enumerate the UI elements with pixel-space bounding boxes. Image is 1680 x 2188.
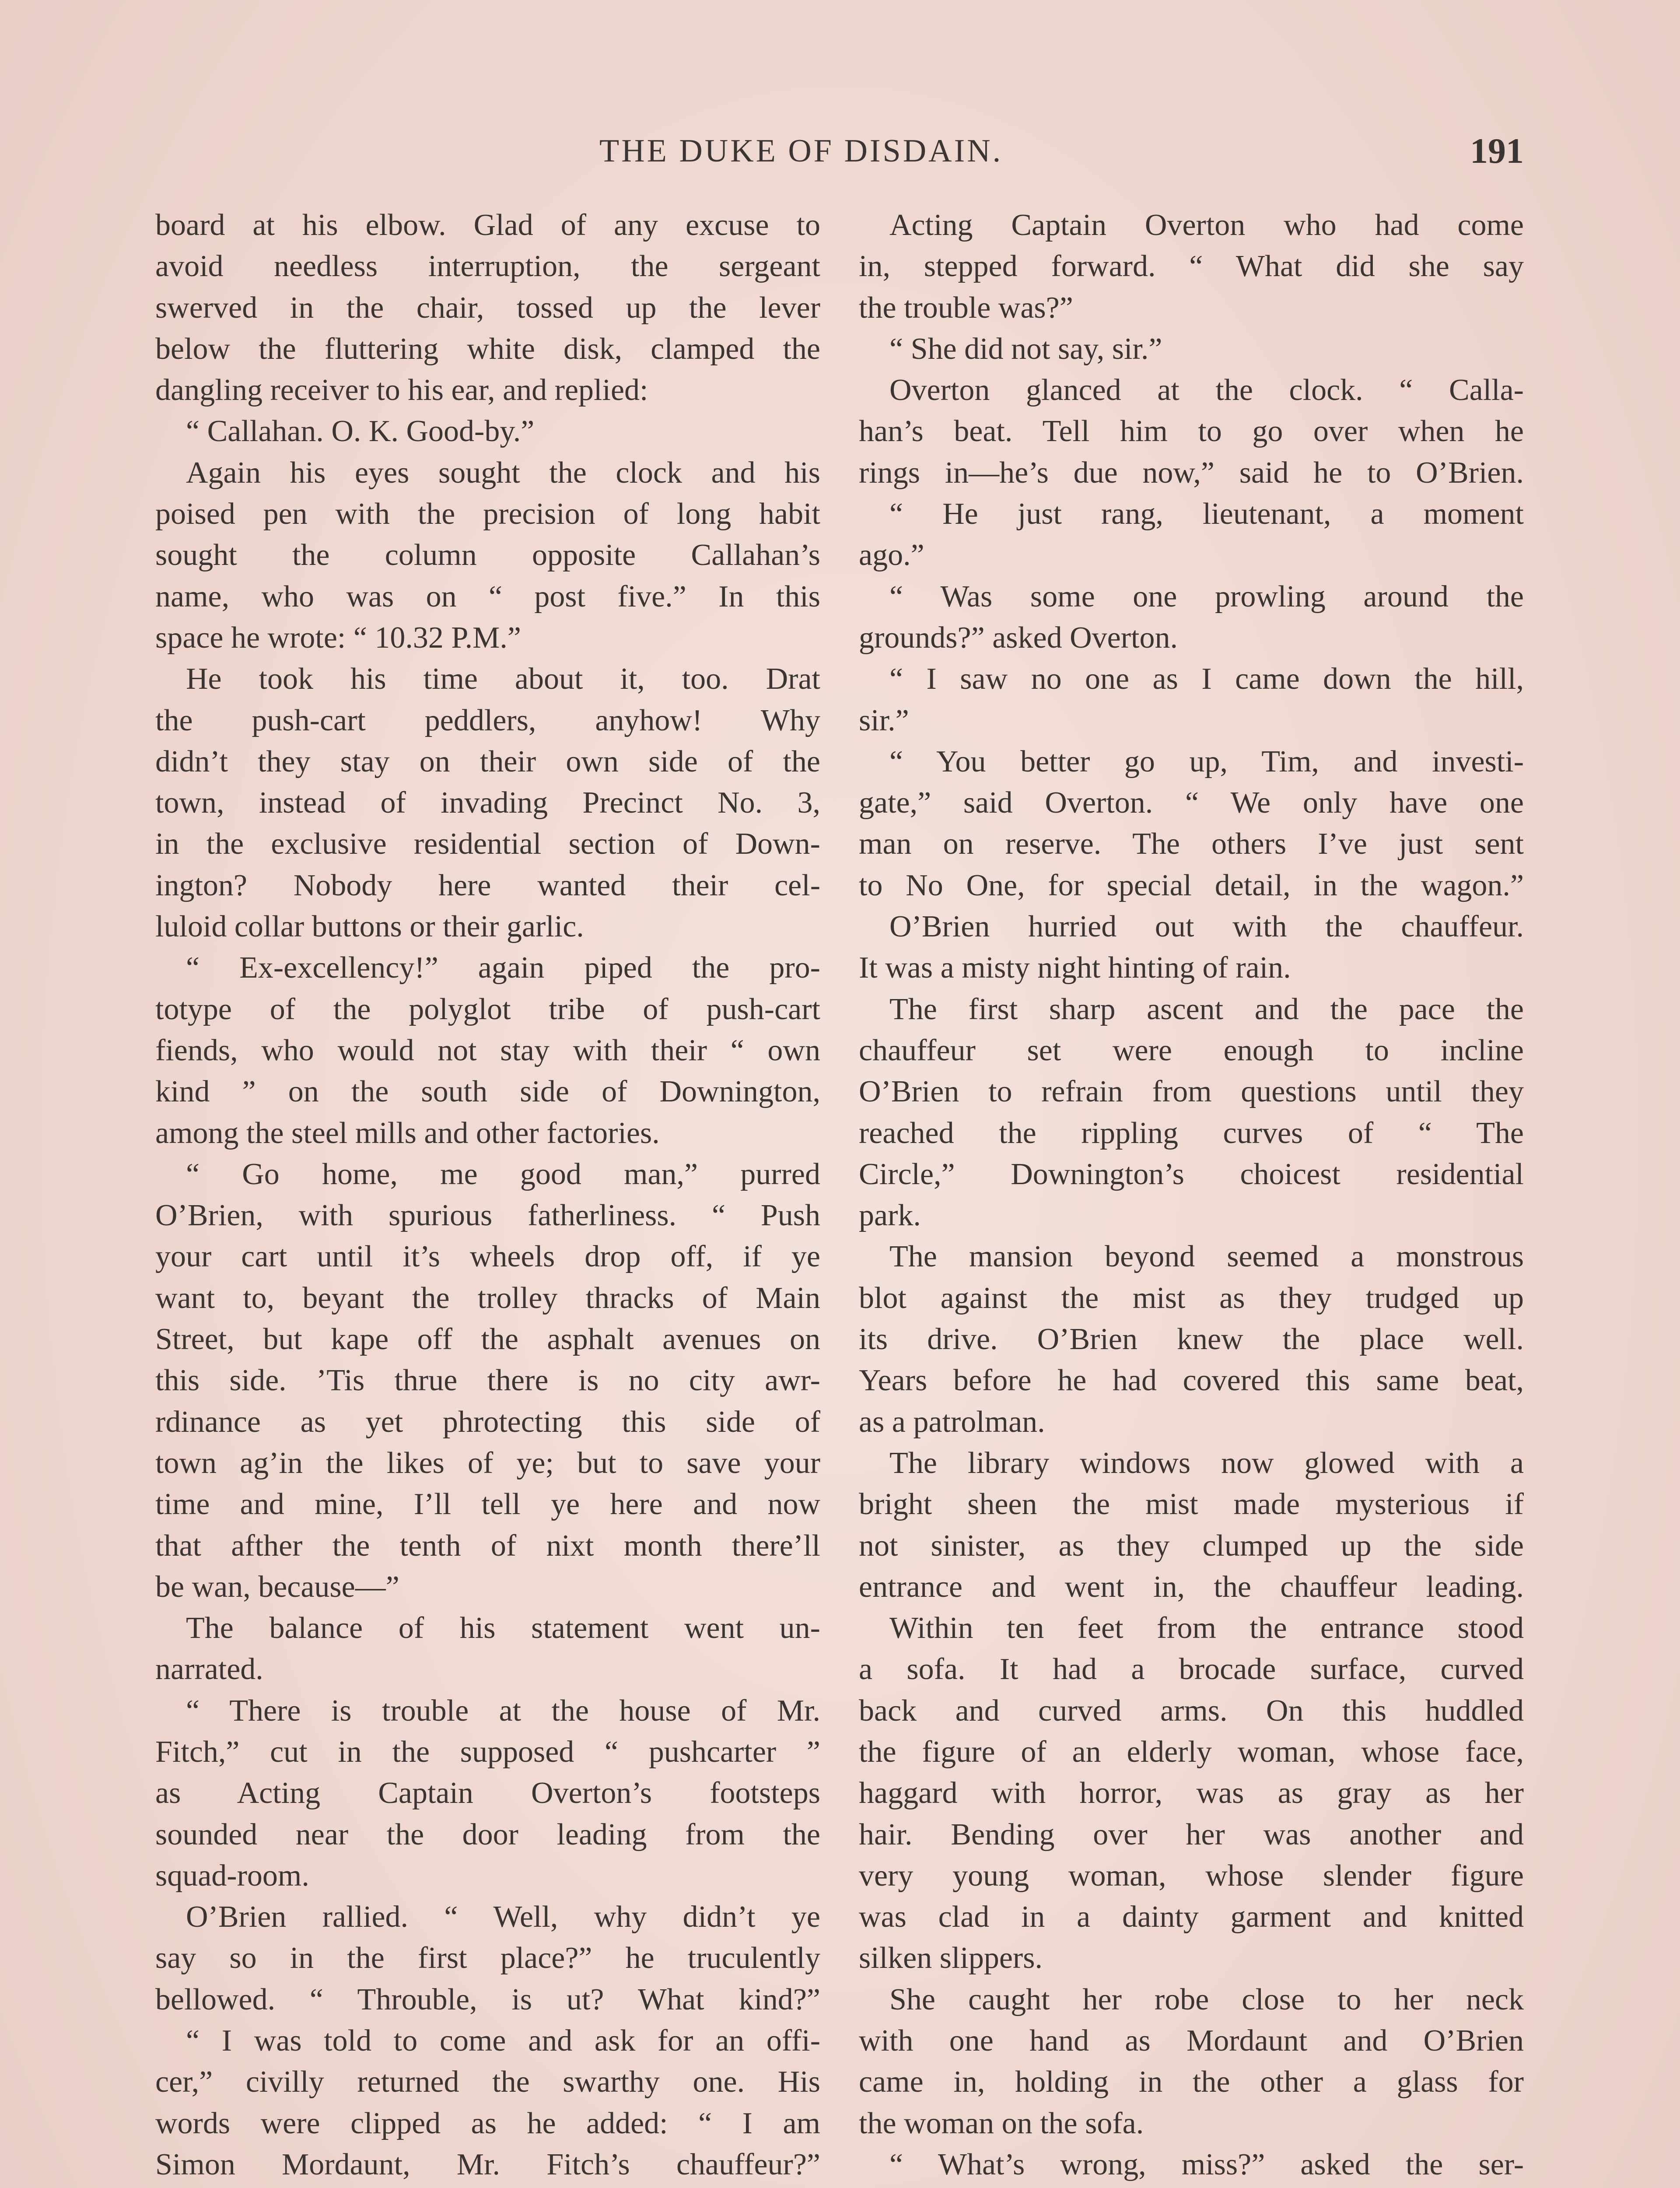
text-line: to No One, for special detail, in the wagon.”	[859, 868, 1524, 902]
text-line: swerved in the chair, tossed up the lever	[155, 291, 820, 325]
text-line: as a patrolman.	[859, 1405, 1045, 1439]
text-line: Fitch,” cut in the supposed “ pushcarter ”	[155, 1735, 820, 1769]
text-line: fiends, who would not stay with their “ own	[155, 1033, 820, 1067]
text-line: town ag’in the likes of ye; but to save your	[155, 1446, 820, 1480]
text-line: “ There is trouble at the house of Mr.	[186, 1694, 820, 1728]
text-line: It was a misty night hinting of rain.	[859, 951, 1291, 985]
text-line: ago.”	[859, 538, 924, 572]
text-line: be wan, because—”	[155, 1570, 399, 1604]
text-line: Circle,” Downington’s choicest residential	[859, 1157, 1524, 1191]
text-line: sought the column opposite Callahan’s	[155, 538, 820, 572]
text-line: chauffeur set were enough to incline	[859, 1033, 1524, 1067]
text-line: rdinance as yet phrotecting this side of	[155, 1405, 820, 1439]
text-line: O’Brien rallied. “ Well, why didn’t ye	[186, 1900, 820, 1934]
text-line: “ What’s wrong, miss?” asked the ser-	[889, 2147, 1524, 2181]
text-line: not sinister, as they clumped up the side	[859, 1529, 1524, 1563]
text-line: park.	[859, 1199, 921, 1233]
text-line: Simon Mordaunt, Mr. Fitch’s chauffeur?”	[155, 2147, 820, 2181]
text-line: very young woman, whose slender figure	[859, 1858, 1524, 1893]
text-line: “ Was some one prowling around the	[889, 579, 1524, 614]
text-line: its drive. O’Brien knew the place well.	[859, 1322, 1524, 1357]
text-line: Street, but kape off the asphalt avenues on	[155, 1322, 820, 1357]
text-line: the figure of an elderly woman, whose face,	[859, 1735, 1524, 1769]
text-line	[155, 2185, 820, 2188]
text-line: “ Callahan. O. K. Good-by.”	[186, 414, 535, 449]
text-line: narrated.	[155, 1652, 263, 1687]
text-line: “ Ex-excellency!” again piped the pro-	[186, 951, 820, 985]
text-line: man on reserve. The others I’ve just sent	[859, 827, 1524, 861]
text-line: poised pen with the precision of long habit	[155, 497, 820, 531]
text-line: squad-room.	[155, 1858, 309, 1893]
text-line: dangling receiver to his ear, and replied:	[155, 373, 648, 407]
text-line: the push-cart peddlers, anyhow! Why	[155, 703, 820, 737]
text-line: totype of the polyglot tribe of push-cart	[155, 992, 820, 1026]
text-line: with one hand as Mordaunt and O’Brien	[859, 2024, 1524, 2058]
text-line: bellowed. “ Throuble, is ut? What kind?”	[155, 1982, 820, 2016]
right-text-column	[859, 205, 1524, 2188]
text-line: name, who was on “ post five.” In this	[155, 579, 820, 614]
text-line: Acting Captain Overton who had come	[889, 208, 1524, 242]
text-line: cer,” civilly returned the swarthy one. His	[155, 2065, 820, 2099]
text-line: reached the rippling curves of “ The	[859, 1116, 1524, 1150]
text-line: space he wrote: “ 10.32 P.M.”	[155, 621, 521, 655]
text-line: Again his eyes sought the clock and his	[186, 456, 820, 490]
text-line: ington? Nobody here wanted their cel-	[155, 868, 820, 902]
text-line: The mansion beyond seemed a monstrous	[889, 1240, 1524, 1274]
text-line: She caught her robe close to her neck	[889, 1982, 1524, 2016]
text-line: entrance and went in, the chauffeur leading.	[859, 1570, 1524, 1604]
text-line: a sofa. It had a brocade surface, curved	[859, 1652, 1524, 1687]
text-line: didn’t they stay on their own side of the	[155, 744, 820, 778]
text-line: below the fluttering white disk, clamped the	[155, 332, 820, 366]
text-line: among the steel mills and other factories.	[155, 1116, 660, 1150]
text-line: sir.”	[859, 703, 909, 737]
text-line: the trouble was?”	[859, 291, 1073, 325]
text-line: this side. ’Tis thrue there is no city awr-	[155, 1364, 820, 1398]
text-line: rings in—he’s due now,” said he to O’Brien.	[859, 456, 1524, 490]
running-title: THE DUKE OF DISDAIN.	[599, 133, 1003, 169]
text-line: in, stepped forward. “ What did she say	[859, 249, 1524, 284]
text-line: blot against the mist as they trudged up	[859, 1281, 1524, 1315]
page-header	[0, 127, 1680, 175]
text-line: town, instead of invading Precinct No. 3,	[155, 786, 820, 820]
text-line: “ She did not say, sir.”	[889, 332, 1162, 366]
text-line: haggard with horror, was as gray as her	[859, 1776, 1524, 1810]
text-line: the woman on the sofa.	[859, 2106, 1144, 2140]
text-line: want to, beyant the trolley thracks of Main	[155, 1281, 820, 1315]
text-line: Within ten feet from the entrance stood	[889, 1611, 1524, 1645]
text-line: back and curved arms. On this huddled	[859, 1694, 1524, 1728]
text-line: avoid needless interruption, the sergeant	[155, 249, 820, 284]
text-line: kind ” on the south side of Downington,	[155, 1075, 820, 1109]
text-line: words were clipped as he added: “ I am	[155, 2106, 820, 2140]
text-line: O’Brien hurried out with the chauffeur.	[889, 910, 1524, 944]
text-line: board at his elbow. Glad of any excuse to	[155, 208, 820, 242]
text-line: han’s beat. Tell him to go over when he	[859, 414, 1524, 449]
text-line: bright sheen the mist made mysterious if	[859, 1487, 1524, 1522]
text-line: was clad in a dainty garment and knitted	[859, 1900, 1524, 1934]
text-line: time and mine, I’ll tell ye here and now	[155, 1487, 820, 1522]
text-line: Years before he had covered this same beat,	[859, 1364, 1524, 1398]
text-line: gate,” said Overton. “ We only have one	[859, 786, 1524, 820]
text-line: The balance of his statement went un-	[186, 1611, 820, 1645]
text-line: “ He just rang, lieutenant, a moment	[889, 497, 1524, 531]
text-line: The first sharp ascent and the pace the	[889, 992, 1524, 1026]
text-line: hair. Bending over her was another and	[859, 1817, 1524, 1851]
left-text-column	[155, 205, 820, 2188]
text-line: say so in the first place?” he truculently	[155, 1941, 820, 1975]
text-line: “ I saw no one as I came down the hill,	[889, 662, 1524, 696]
text-line: “ You better go up, Tim, and investi-	[889, 744, 1524, 778]
text-line: grounds?” asked Overton.	[859, 621, 1178, 655]
page-number: 191	[1470, 131, 1524, 171]
text-line: Overton glanced at the clock. “ Calla-	[889, 373, 1524, 407]
text-line: He took his time about it, too. Drat	[186, 662, 820, 696]
text-line: The library windows now glowed with a	[889, 1446, 1524, 1480]
text-line: O’Brien to refrain from questions until they	[859, 1075, 1524, 1109]
text-line: O’Brien, with spurious fatherliness. “ Push	[155, 1199, 820, 1233]
text-line	[859, 2185, 1524, 2188]
text-line: as Acting Captain Overton’s footsteps	[155, 1776, 820, 1810]
text-line: sounded near the door leading from the	[155, 1817, 820, 1851]
text-line: “ Go home, me good man,” purred	[186, 1157, 820, 1191]
text-line: came in, holding in the other a glass for	[859, 2065, 1524, 2099]
text-line: in the exclusive residential section of Down-	[155, 827, 820, 861]
text-line: silken slippers.	[859, 1941, 1043, 1975]
text-line: “ I was told to come and ask for an offi-	[186, 2024, 820, 2058]
text-line: that afther the tenth of nixt month there’ll	[155, 1529, 820, 1563]
text-line: luloid collar buttons or their garlic.	[155, 910, 584, 944]
text-line: your cart until it’s wheels drop off, if ye	[155, 1240, 820, 1274]
